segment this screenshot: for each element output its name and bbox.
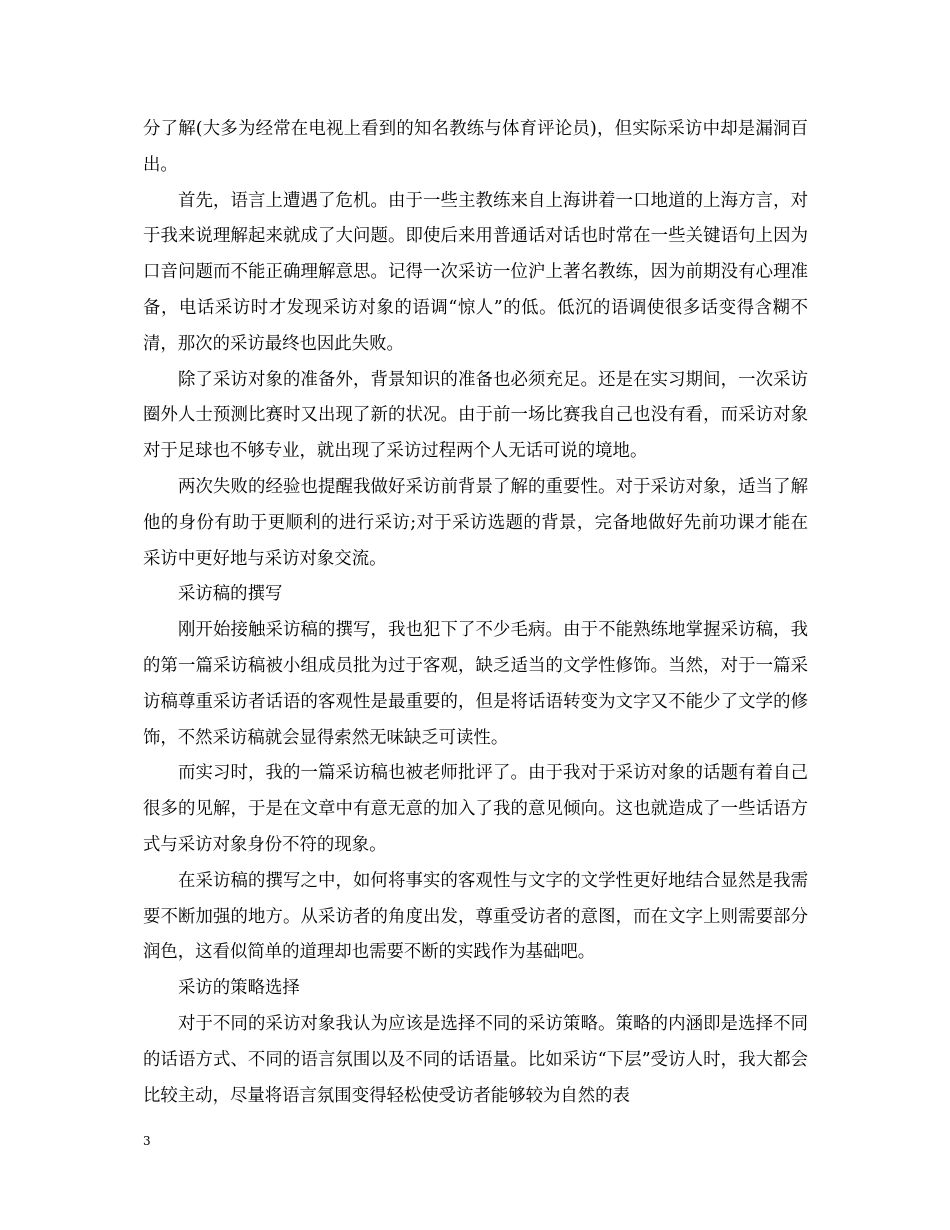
paragraph-5: 刚开始接触采访稿的撰写，我也犯下了不少毛病。由于不能熟练地掌握采访稿，我的第一篇采访稿被小组成员批为过于客观，缺乏适当的文学性修饰。当然，对于一篇采访稿尊重采访者话语的客观性是最重要的，但是将话语转变为文字又不能少了文学的修饰，不然采访稿就会显得索然无味缺乏可读性。 — [143, 620, 808, 748]
paragraph-7: 在采访稿的撰写之中，如何将事实的客观性与文字的文学性更好地结合显然是我需要不断加强的地方。从采访者的角度出发，尊重受访者的意图，而在文字上则需要部分润色，这看似简单的道理却也需要不断的实践作为基础吧。 — [143, 870, 808, 963]
section-heading-writing: 采访稿的撰写 — [178, 584, 283, 605]
body-text — [143, 112, 808, 1114]
paragraph-3: 除了采访对象的准备外，背景知识的准备也必须充足。还是在实习期间，一次采访圈外人士预测比赛时又出现了新的状况。由于前一场比赛我自己也没有看，而采访对象对于足球也不够专业，就出现了采访过程两个人无话可说的境地。 — [143, 369, 808, 462]
paragraph-4: 两次失败的经验也提醒我做好采访前背景了解的重要性。对于采访对象，适当了解他的身份有助于更顺利的进行采访;对于采访选题的背景，完备地做好先前功课才能在采访中更好地与采访对象交流。 — [143, 476, 808, 569]
paragraph-8: 对于不同的采访对象我认为应该是选择不同的采访策略。策略的内涵即是选择不同的话语方式、不同的语言氛围以及不同的话语量。比如采访“下层”受访人时，我大都会比较主动，尽量将语言氛围变得轻松使受访者能够较为自然的表 — [143, 1013, 808, 1106]
paragraph-1: 分了解(大多为经常在电视上看到的知名教练与体育评论员)，但实际采访中却是漏洞百出。 — [143, 119, 808, 175]
section-heading-strategy: 采访的策略选择 — [178, 978, 300, 999]
paragraph-2: 首先，语言上遭遇了危机。由于一些主教练来自上海讲着一口地道的上海方言，对于我来说理解起来就成了大问题。即使后来用普通话对话也时常在一些关键语句上因为口音问题而不能正确理解意思。记得一次采访一位沪上著名教练，因为前期没有心理准备，电话采访时才发现采访对象的语调“惊人”的低。低沉的语调使很多话变得含糊不清，那次的采访最终也因此失败。 — [143, 190, 808, 354]
page-number: 3 — [143, 1134, 151, 1148]
paragraph-6: 而实习时，我的一篇采访稿也被老师批评了。由于我对于采访对象的话题有着自己很多的见解，于是在文章中有意无意的加入了我的意见倾向。这也就造成了一些话语方式与采访对象身份不符的现象。 — [143, 763, 808, 855]
